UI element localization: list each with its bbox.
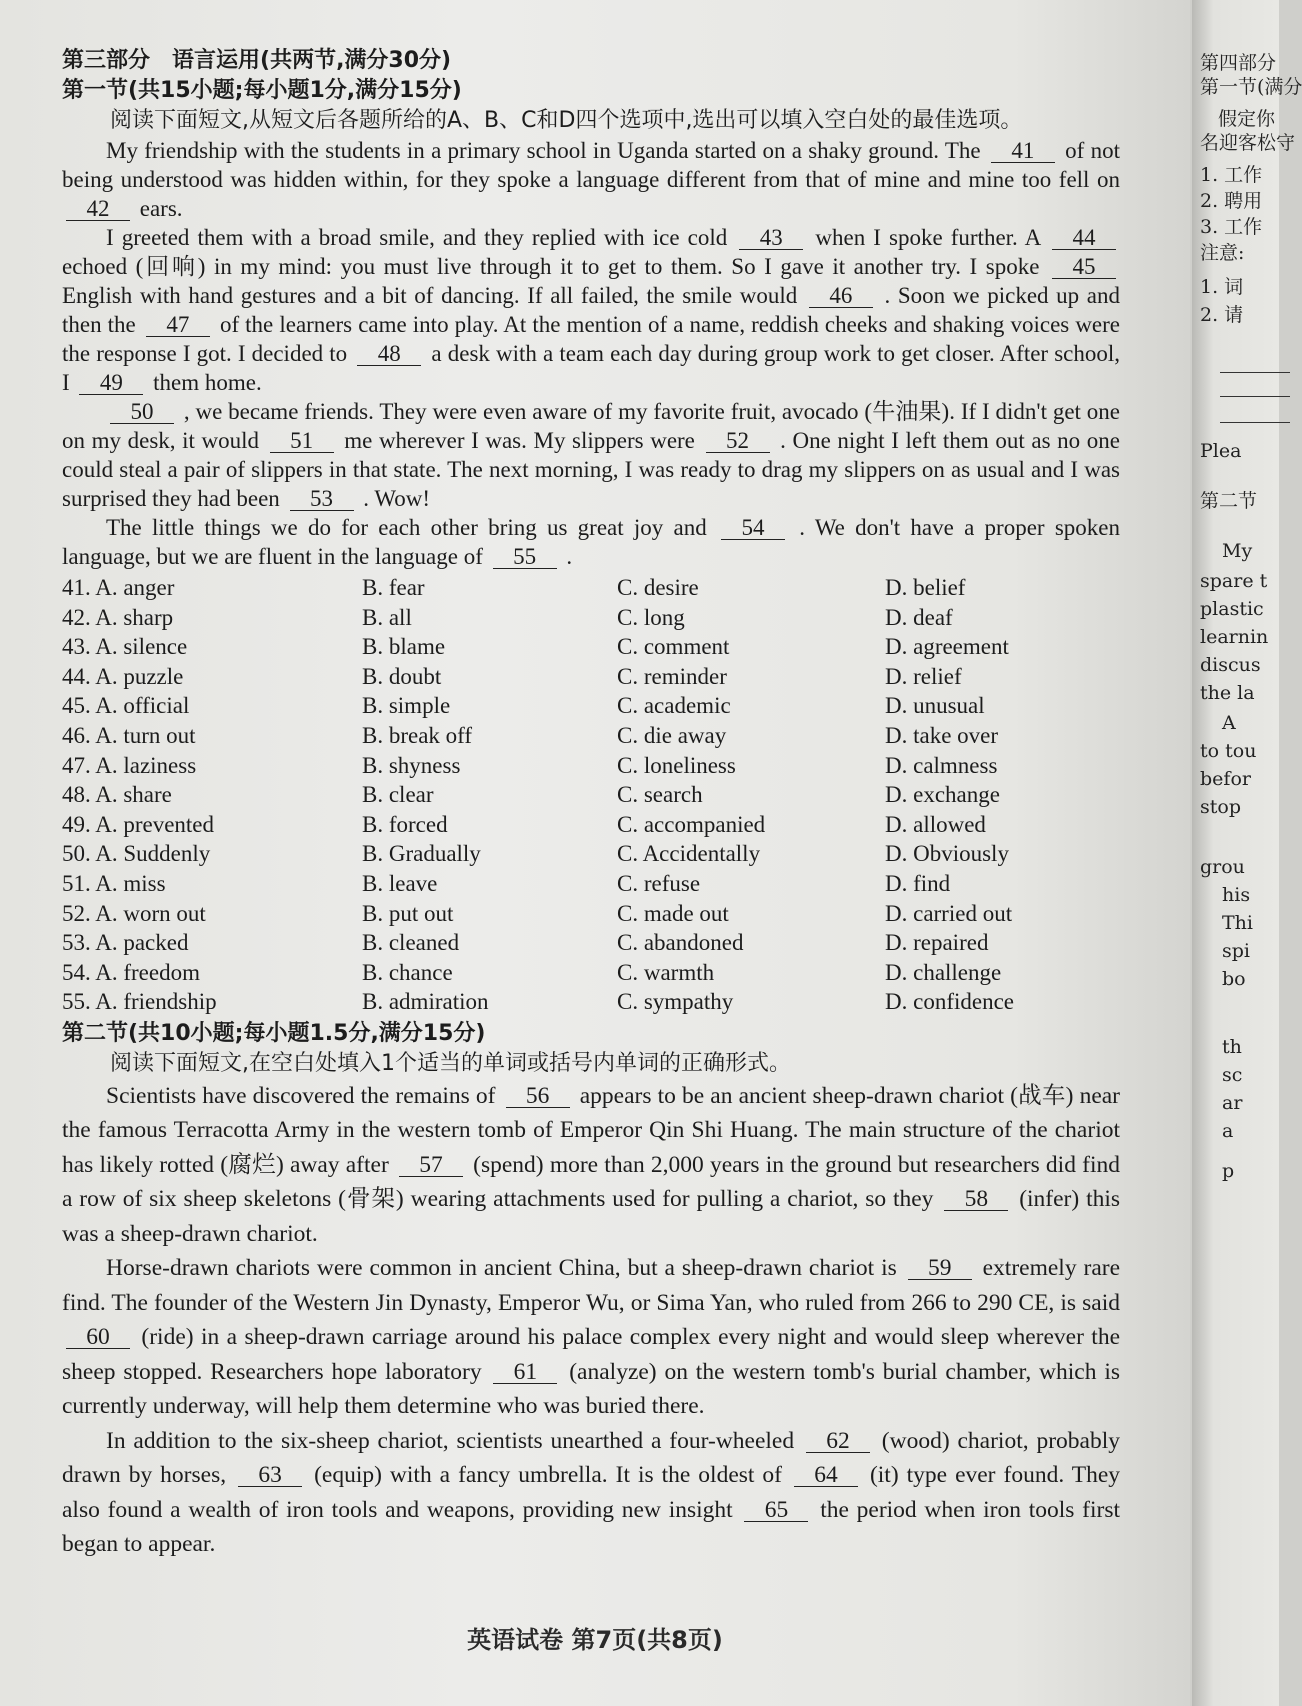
side-text-fragment: A [1222, 712, 1236, 734]
side-text-fragment: 第四部分 [1200, 52, 1277, 74]
options-grid [62, 573, 1120, 1017]
option-item: D. deaf [885, 604, 953, 630]
passage-text: , we became friends. They were even aware of my favorite fruit, avocado (牛油果). If I didn't get one on my desk, it would [62, 399, 1120, 453]
option-item: C. refuse [617, 870, 701, 896]
answer-blank: 60 [66, 1326, 130, 1349]
option-item: C. comment [617, 634, 730, 660]
passage2-paragraph [62, 1079, 1120, 1252]
passage-text: The little things we do for each other bring us great joy and [106, 515, 707, 540]
passage1-paragraph [62, 397, 1120, 513]
option-item: 52. A. worn out [62, 900, 206, 926]
option-item: D. carried out [885, 900, 1013, 926]
option-item: D. Obviously [885, 841, 1009, 867]
option-item: B. forced [362, 811, 448, 837]
passage-1 [62, 136, 1120, 571]
side-text-fragment: th [1222, 1036, 1242, 1058]
option-item: C. warmth [617, 959, 715, 985]
side-text-fragment: sc [1222, 1064, 1243, 1086]
page-footer: 英语试卷 第7页(共8页) [467, 1626, 723, 1654]
option-item: D. take over [885, 722, 999, 748]
option-item: B. simple [362, 693, 451, 719]
option-item: 55. A. friendship [62, 989, 217, 1015]
side-text-fragment: 2. 聘用 [1200, 190, 1263, 212]
option-item: B. shyness [362, 752, 461, 778]
side-text-fragment: a [1222, 1120, 1234, 1142]
option-item: B. Gradually [362, 841, 481, 867]
option-item: 49. A. prevented [62, 811, 215, 837]
option-item: D. confidence [885, 989, 1014, 1015]
side-text-fragment: learnin [1200, 626, 1269, 648]
section2-title: 第二节(共10小题;每小题1.5分,满分15分) [62, 1020, 486, 1046]
answer-blank: 42 [66, 198, 130, 221]
passage-text: (equip) with a fancy umbrella. It is the oldest of [314, 1462, 782, 1489]
answer-blank: 46 [809, 285, 873, 308]
option-item: B. put out [362, 900, 454, 926]
passage-text: when I spoke further. A [815, 225, 1040, 250]
answer-blank: 62 [806, 1430, 870, 1453]
option-item: D. unusual [885, 693, 985, 719]
answer-blank: 50 [110, 401, 174, 424]
side-text-fragment: ar [1222, 1092, 1243, 1114]
passage-text: My friendship with the students in a primary school in Uganda started on a shaky ground. The [106, 138, 981, 163]
option-item: B. chance [362, 959, 453, 985]
option-item: 51. A. miss [62, 870, 166, 896]
passage-text: . Wow! [363, 486, 431, 511]
option-item: 53. A. packed [62, 930, 189, 956]
passage1-paragraph [62, 136, 1120, 223]
side-text-fragment: grou [1200, 856, 1245, 878]
answer-blank: 63 [238, 1464, 302, 1487]
side-text-fragment: Plea [1200, 440, 1242, 462]
instruction-2: 阅读下面短文,在空白处填入1个适当的单词或括号内单词的正确形式。 [110, 1050, 791, 1076]
passage-text: . We don't have a proper spoken language, but we are fluent in the language of [62, 515, 1120, 569]
answer-blank: 45 [1052, 256, 1116, 279]
option-item: C. made out [617, 900, 729, 926]
side-text-fragment: My [1222, 540, 1253, 562]
passage-text: . Soon we picked up and then the [62, 283, 1120, 337]
passage-text: extremely rare find. The founder of the Western Jin Dynasty, Emperor Wu, or Sima Yan, who ruled from 266 to 290 CE, is said [62, 1255, 1121, 1316]
passage-2 [62, 1079, 1120, 1562]
passage-text: (it) type ever found. They also found a wealth of iron tools and weapons, providing new insight [62, 1462, 1121, 1523]
passage-text: (wood) chariot, probably drawn by horses, [62, 1427, 1120, 1489]
answer-blank: 54 [721, 517, 785, 540]
passage-text: (spend) more than 2,000 years in the ground but researchers did find a row of six sheep skeletons (骨架) wearing attachments used for pulling a chariot, so they [62, 1151, 1121, 1213]
passage-text: Horse-drawn chariots were common in ancient China, but a sheep-drawn chariot is [106, 1255, 897, 1282]
passage-text: me wherever I was. My slippers were [344, 428, 695, 453]
answer-blank: 51 [270, 430, 334, 453]
passage-text: of not being understood was hidden within, for they spoke a language different from that of mine and mine too fell on [62, 138, 1120, 192]
passage-text: (infer) this was a sheep-drawn chariot. [62, 1186, 1121, 1247]
passage-text: English with hand gestures and a bit of dancing. If all failed, the smile would [62, 283, 798, 308]
side-text-fragment: 假定你 [1218, 108, 1276, 130]
instruction-1: 阅读下面短文,从短文后各题所给的A、B、C和D四个选项中,选出可以填入空白处的最佳选项。 [110, 108, 1023, 133]
side-text-fragment: 注意: [1200, 242, 1245, 264]
passage-text: I greeted them with a broad smile, and they replied with ice cold [106, 225, 728, 250]
option-item: C. accompanied [617, 811, 766, 837]
passage2-paragraph [62, 1251, 1120, 1424]
option-item: C. sympathy [617, 989, 734, 1015]
passage-text: the period when iron tools first began to appear. [62, 1496, 1120, 1558]
option-item: 42. A. sharp [62, 604, 174, 630]
side-text-fragment: 3. 工作 [1200, 216, 1263, 238]
answer-blank: 57 [399, 1154, 463, 1177]
option-item: B. admiration [362, 989, 489, 1015]
passage-text: echoed (回响) in my mind: you must live through it to get to them. So I gave it another try. I spoke [62, 254, 1040, 279]
passage-text: Scientists have discovered the remains of [106, 1082, 496, 1109]
side-text-fragment: the la [1200, 682, 1255, 704]
option-item: D. agreement [885, 634, 1009, 660]
passage2-paragraph [62, 1424, 1120, 1562]
option-item: B. doubt [362, 663, 442, 689]
passage-text: In addition to the six-sheep chariot, scientists unearthed a four-wheeled [106, 1427, 795, 1454]
side-text-fragment: befor [1200, 768, 1251, 790]
option-item: B. cleaned [362, 930, 460, 956]
answer-blank: 44 [1052, 227, 1116, 250]
side-text-fragment: bo [1222, 968, 1246, 990]
side-text-fragment: to tou [1200, 740, 1257, 762]
option-item: 41. A. anger [62, 575, 175, 600]
option-item: C. die away [617, 722, 727, 748]
side-text-fragment: 1. 工作 [1200, 164, 1263, 186]
side-text-fragment: his [1222, 884, 1251, 906]
option-item: 48. A. share [62, 782, 172, 808]
option-item: C. long [617, 604, 685, 630]
side-rule [1220, 372, 1290, 373]
answer-blank: 48 [357, 343, 421, 366]
option-item: B. all [362, 604, 412, 630]
side-text-fragment: plastic [1200, 598, 1264, 620]
option-item: C. reminder [617, 663, 727, 689]
passage-text: of the learners came into play. At the mention of a name, reddish cheeks and shaking voices were the response I got. I decided to [62, 312, 1120, 366]
answer-blank: 56 [506, 1085, 570, 1108]
passage-text: . One night I left them out as no one could steal a pair of slippers in that state. The next morning, I was ready to drag my slippers on as usual and I was surprised they had been [62, 428, 1120, 511]
passage-text: (ride) in a sheep-drawn carriage around his palace complex every night and would sleep wherever the sheep stopped. Researchers hope laboratory [62, 1324, 1120, 1385]
side-text-fragment: p [1222, 1160, 1235, 1182]
option-item: C. loneliness [617, 752, 736, 778]
option-item: B. fear [362, 575, 425, 600]
answer-blank: 43 [739, 227, 803, 250]
option-item: D. belief [885, 575, 966, 600]
passage-text: . [566, 544, 573, 569]
section3-title: 第三部分 语言运用(共两节,满分30分) [62, 48, 452, 73]
side-text-fragment: 2. 请 [1200, 304, 1244, 326]
side-text-fragment: discus [1200, 654, 1261, 676]
option-item: 46. A. turn out [62, 722, 196, 748]
option-item: D. challenge [885, 959, 1002, 985]
passage-text: a desk with a team each day during group work to get closer. After school, I [62, 341, 1121, 395]
option-item: 50. A. Suddenly [62, 841, 211, 867]
answer-blank: 59 [908, 1257, 972, 1280]
option-item: 43. A. silence [62, 634, 188, 660]
option-item: C. search [617, 782, 703, 808]
option-item: D. find [885, 870, 951, 896]
answer-blank: 65 [744, 1499, 808, 1522]
side-rule [1220, 422, 1290, 423]
passage-text: them home. [153, 370, 262, 395]
option-item: 45. A. official [62, 693, 190, 719]
side-text-fragment: spare t [1200, 570, 1268, 592]
option-item: B. break off [362, 722, 473, 748]
option-item: B. clear [362, 782, 434, 808]
option-item: C. academic [617, 693, 731, 719]
side-text-fragment: 名迎客松守 [1200, 132, 1296, 154]
side-text-fragment: spi [1222, 940, 1250, 962]
answer-blank: 49 [79, 372, 143, 395]
option-item: C. desire [617, 575, 699, 600]
side-text-fragment: 第一节(满分 [1200, 76, 1302, 98]
option-item: D. allowed [885, 811, 986, 837]
option-item: D. relief [885, 663, 962, 689]
option-item: D. exchange [885, 782, 1000, 808]
side-text-fragment: 1. 词 [1200, 276, 1244, 298]
side-text-fragment: stop [1200, 796, 1241, 818]
answer-blank: 55 [493, 546, 557, 569]
option-item: D. calmness [885, 752, 998, 778]
answer-blank: 58 [944, 1188, 1008, 1211]
passage-text: ears. [139, 196, 183, 221]
option-item: C. abandoned [617, 930, 744, 956]
option-item: B. blame [362, 634, 446, 660]
option-item: D. repaired [885, 930, 989, 956]
answer-blank: 64 [794, 1464, 858, 1487]
answer-blank: 52 [706, 430, 770, 453]
passage1-paragraph [62, 513, 1120, 571]
passage-text: appears to be an ancient sheep-drawn chariot (战车) near the famous Terracotta Army in the western tomb of Emperor Qin Shi Huang. The main structure of the chariot has likely rotted (腐烂) away after [62, 1082, 1121, 1178]
adjacent-page-edge [1192, 0, 1302, 1706]
option-item: C. Accidentally [617, 841, 761, 867]
answer-blank: 61 [493, 1361, 557, 1384]
passage1-paragraph [62, 223, 1120, 397]
option-item: 54. A. freedom [62, 959, 200, 985]
side-text-fragment: Thi [1222, 912, 1253, 934]
section1-subtitle: 第一节(共15小题;每小题1分,满分15分) [62, 78, 462, 103]
answer-blank: 41 [991, 140, 1055, 163]
side-rule [1220, 396, 1290, 397]
option-item: 44. A. puzzle [62, 663, 184, 689]
option-item: B. leave [362, 870, 438, 896]
answer-blank: 53 [290, 488, 354, 511]
passage-text: (analyze) on the western tomb's burial chamber, which is currently underway, will help them determine who was buried there. [62, 1358, 1120, 1420]
side-text-fragment: 第二节 [1200, 490, 1258, 512]
option-item: 47. A. laziness [62, 752, 197, 778]
answer-blank: 47 [146, 314, 210, 337]
